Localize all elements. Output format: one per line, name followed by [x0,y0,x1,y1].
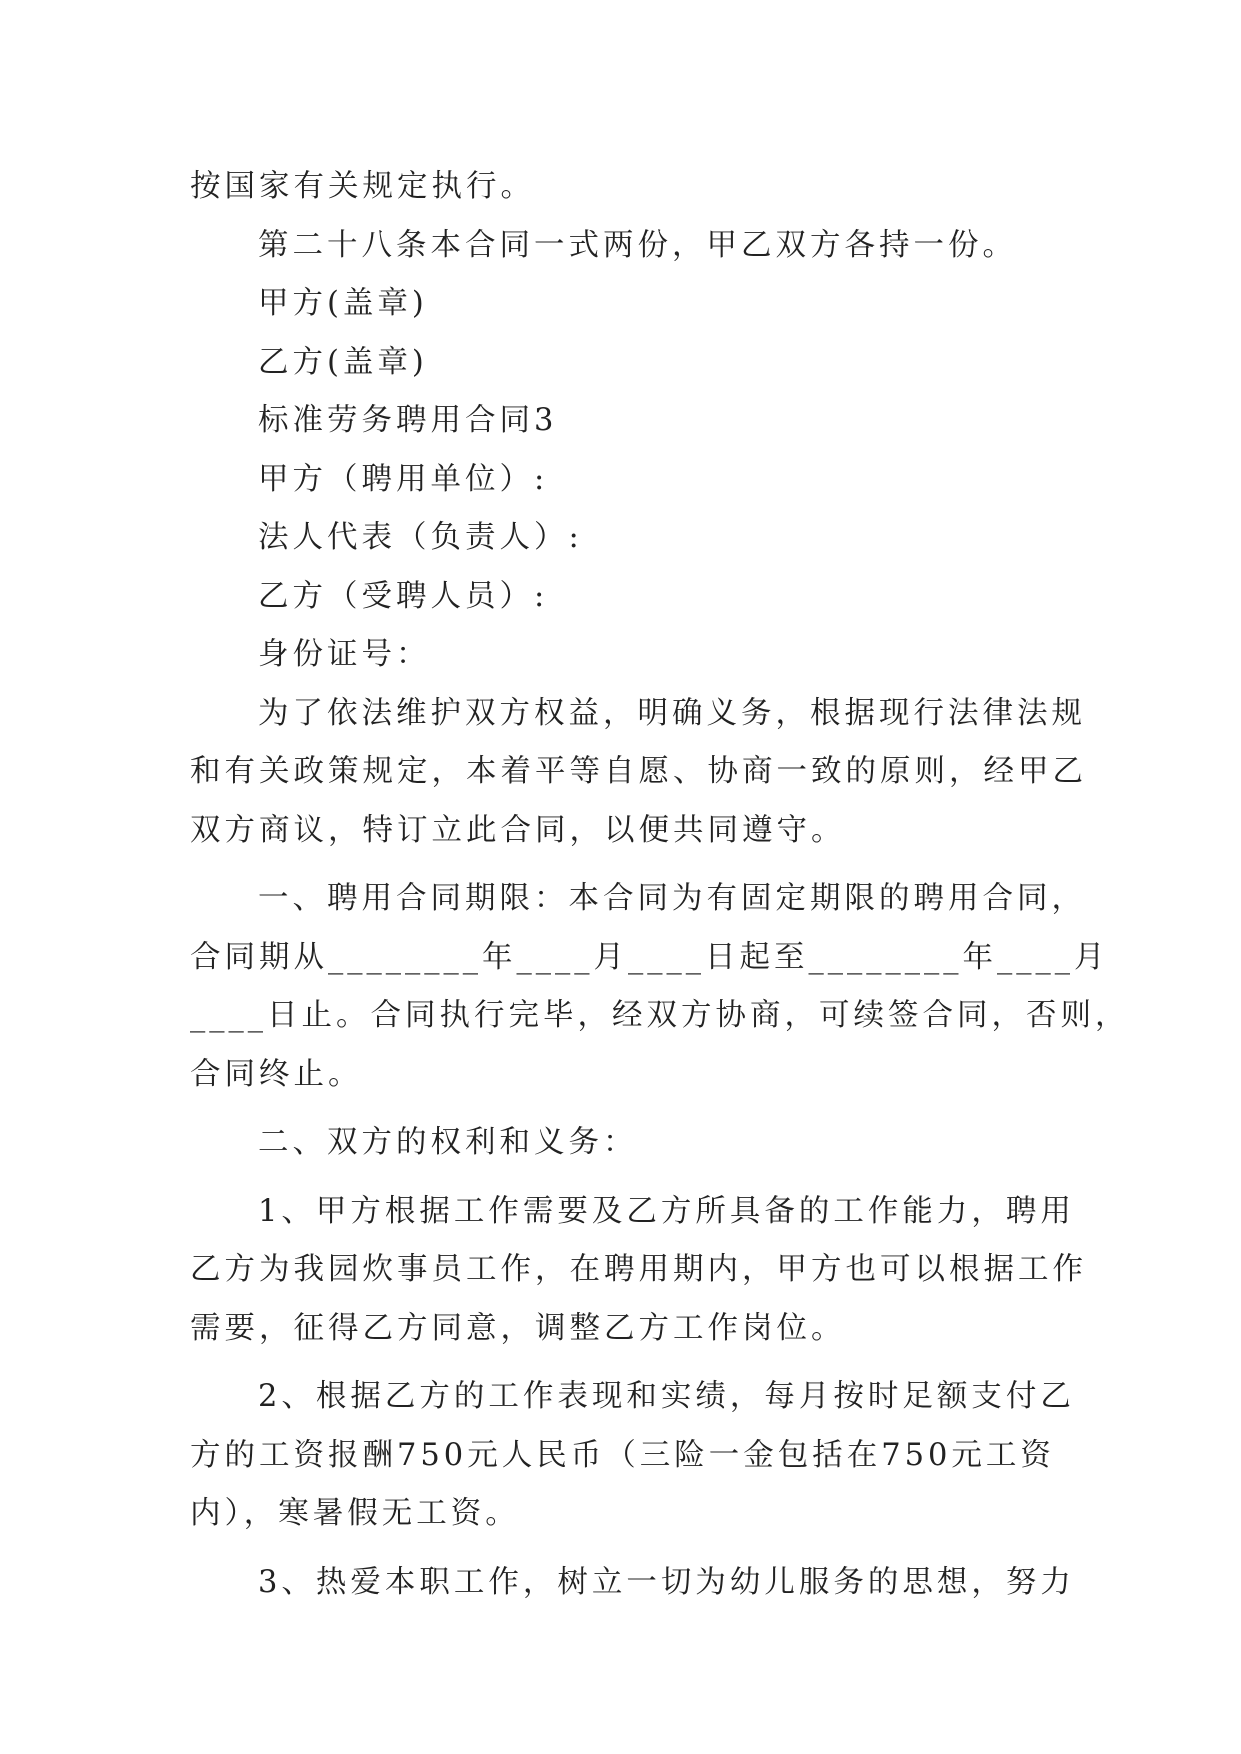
clause-1-line-2: 乙方为我园炊事员工作，在聘用期内，甲方也可以根据工作 [190,1252,1087,1287]
preamble-line-1: 为了依法维护双方权益，明确义务，根据现行法律法规 [258,695,1086,731]
clause-1-line-3: 需要，征得乙方同意，调整乙方工作岗位。 [190,1310,846,1346]
paragraph-line: 按国家有关规定执行。 [190,169,535,204]
document-body [190,158,1130,1612]
section-1-line-2: 合同期从________年____月____日起至________年____月 [190,939,1109,975]
contract-title: 标准劳务聘用合同3 [258,403,558,438]
preamble-line-3: 双方商议，特订立此合同，以便共同遵守。 [190,812,846,848]
party-b-employee-line: 乙方（受聘人员）: [258,578,549,614]
section-1-line-1: 一、聘用合同期限：本合同为有固定期限的聘用合同， [258,881,1086,916]
article-28-line: 第二十八条本合同一式两份，甲乙双方各持一份。 [258,227,1017,263]
preamble-line-2: 和有关政策规定，本着平等自愿、协商一致的原则，经甲乙 [190,754,1087,789]
legal-representative-line: 法人代表（负责人）: [258,520,583,555]
clause-2-line-1: 2、根据乙方的工作表现和实绩，每月按时足额支付乙 [258,1379,1075,1414]
section-1-line-3: ____日止。合同执行完毕，经双方协商，可续签合同，否则， [190,998,1130,1033]
party-a-employer-line: 甲方（聘用单位）: [258,461,549,497]
party-b-seal-line: 乙方(盖章) [258,344,428,380]
clause-1-line-1: 1、甲方根据工作需要及乙方所具备的工作能力，聘用 [258,1193,1075,1229]
section-1-line-4: 合同终止。 [190,1056,363,1092]
id-number-line: 身份证号： [258,637,431,672]
party-a-seal-line: 甲方(盖章) [258,286,428,321]
clause-2-line-3: 内），寒暑假无工资。 [190,1496,520,1531]
clause-2-line-2: 方的工资报酬750元人民币（三险一金包括在750元工资 [190,1437,1055,1473]
section-2-heading: 二、双方的权利和义务： [258,1125,638,1160]
clause-3-line-1: 3、热爱本职工作，树立一切为幼儿服务的思想，努力 [258,1564,1075,1600]
